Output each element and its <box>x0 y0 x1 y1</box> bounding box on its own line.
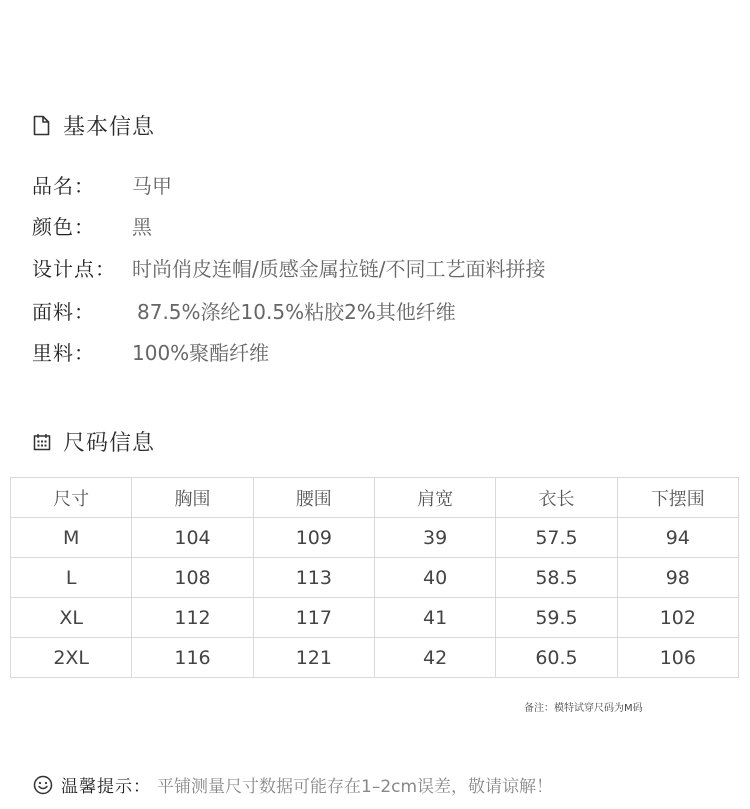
info-key: 品名： <box>32 173 95 198</box>
smile-icon <box>33 775 53 795</box>
table-cell: 117 <box>253 598 374 638</box>
info-row-lining <box>32 336 269 366</box>
info-value: 马甲 <box>132 173 172 198</box>
table-cell: 109 <box>253 518 374 558</box>
basic-info-heading <box>33 110 155 141</box>
info-value: 时尚俏皮连帽/质感金属拉链/不同工艺面料拼接 <box>132 256 546 281</box>
info-key: 面料： <box>32 299 95 324</box>
table-cell: 94 <box>617 518 738 558</box>
table-cell: L <box>11 558 132 598</box>
info-value: 87.5%涤纶10.5%粘胶2%其他纤维 <box>137 299 456 324</box>
table-cell: 57.5 <box>496 518 617 558</box>
table-row <box>11 598 739 638</box>
table-cell: 59.5 <box>496 598 617 638</box>
column-header: 胸围 <box>132 478 253 518</box>
info-row-color <box>32 210 152 240</box>
table-cell: 113 <box>253 558 374 598</box>
size-table <box>10 477 739 678</box>
column-header: 肩宽 <box>374 478 495 518</box>
table-cell: M <box>11 518 132 558</box>
table-cell: 39 <box>374 518 495 558</box>
info-key: 颜色： <box>32 214 95 239</box>
table-row <box>11 638 739 678</box>
tip-bar <box>33 772 553 797</box>
basic-info-title: 基本信息 <box>63 115 156 140</box>
table-cell: 41 <box>374 598 495 638</box>
table-cell: 106 <box>617 638 738 678</box>
info-value: 黑 <box>132 214 152 239</box>
column-header: 衣长 <box>496 478 617 518</box>
size-info-title: 尺码信息 <box>63 431 156 456</box>
info-row-fabric <box>32 295 456 325</box>
table-cell: 108 <box>132 558 253 598</box>
table-cell: 60.5 <box>496 638 617 678</box>
table-cell: XL <box>11 598 132 638</box>
calendar-icon <box>33 431 53 453</box>
table-cell: 102 <box>617 598 738 638</box>
info-value: 100%聚酯纤维 <box>132 340 270 365</box>
table-cell: 98 <box>617 558 738 598</box>
table-row <box>11 558 739 598</box>
table-cell: 104 <box>132 518 253 558</box>
table-cell: 2XL <box>11 638 132 678</box>
table-cell: 112 <box>132 598 253 638</box>
info-row-design <box>32 252 545 282</box>
column-header: 尺寸 <box>11 478 132 518</box>
info-key: 里料： <box>32 340 95 365</box>
size-info-heading <box>33 426 155 457</box>
table-cell: 40 <box>374 558 495 598</box>
table-row <box>11 518 739 558</box>
table-cell: 121 <box>253 638 374 678</box>
table-cell: 116 <box>132 638 253 678</box>
tip-text: 平铺测量尺寸数据可能存在1–2cm误差，敬请谅解！ <box>157 777 554 797</box>
table-cell: 58.5 <box>496 558 617 598</box>
tip-label: 温馨提示： <box>61 777 151 797</box>
info-key: 设计点： <box>32 256 116 281</box>
column-header: 腰围 <box>253 478 374 518</box>
column-header: 下摆围 <box>617 478 738 518</box>
info-row-name <box>32 169 172 199</box>
table-cell: 42 <box>374 638 495 678</box>
document-icon <box>33 115 53 137</box>
model-size-note: 备注：模特试穿尺码为M码 <box>524 703 643 714</box>
table-header-row <box>11 478 739 518</box>
